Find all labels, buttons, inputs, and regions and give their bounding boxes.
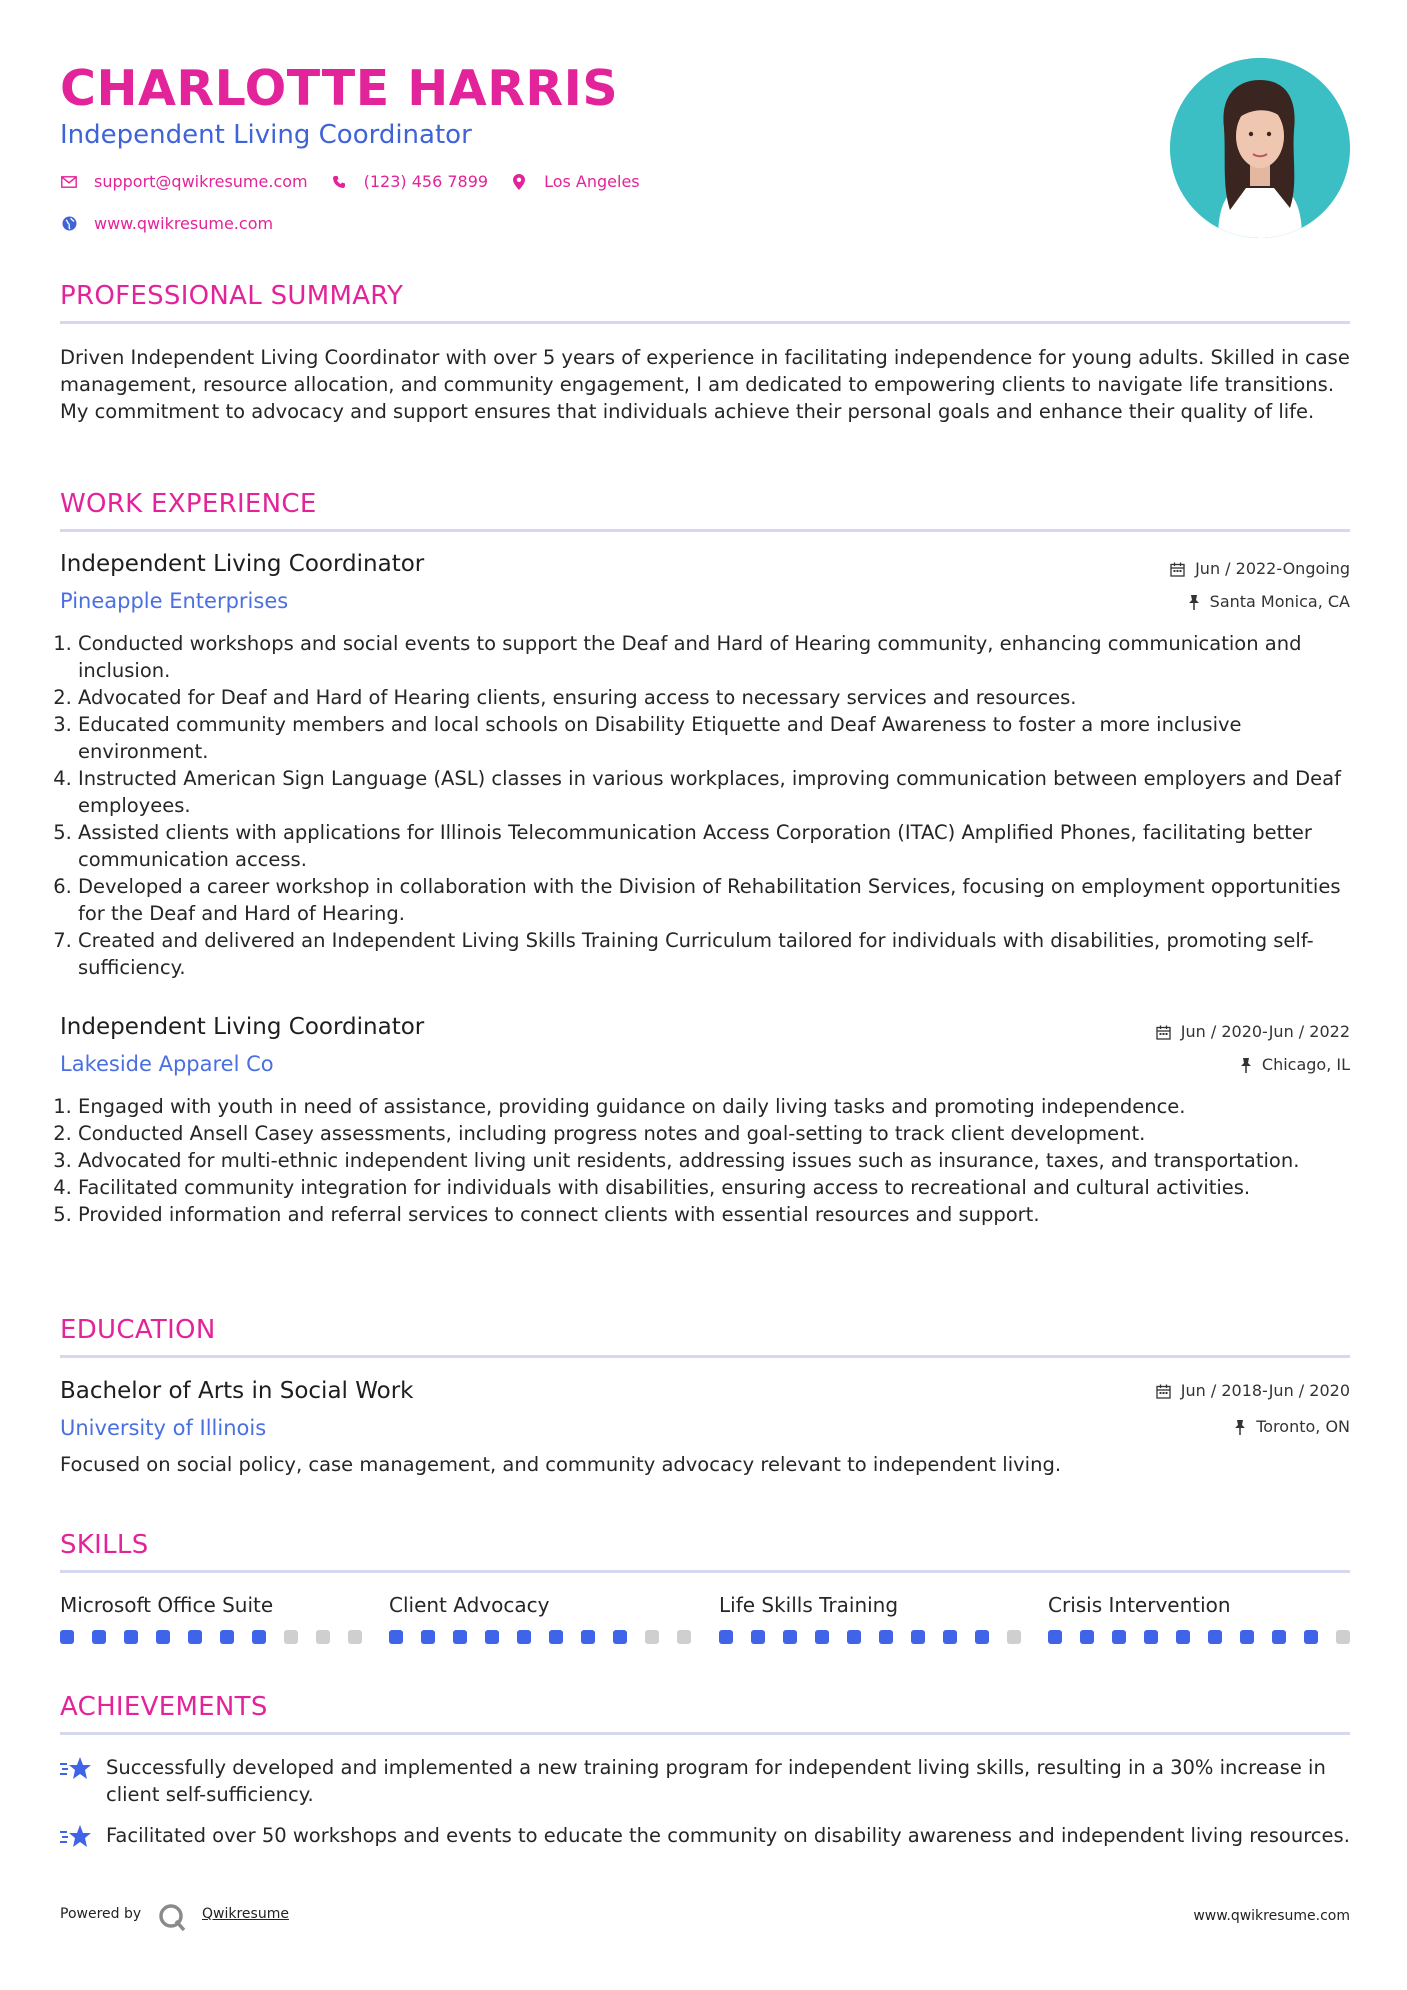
calendar-icon: [1170, 562, 1185, 577]
skill-name: Life Skills Training: [719, 1593, 899, 1617]
skill-dot-filled: [719, 1630, 733, 1644]
skill-dot-filled: [847, 1630, 861, 1644]
skill-dot-filled: [1208, 1630, 1222, 1644]
star-icon: [60, 1754, 106, 1808]
skill-dot-filled: [389, 1630, 403, 1644]
achievements-heading: ACHIEVEMENTS: [60, 1692, 268, 1722]
email-link[interactable]: support@qwikresume.com: [94, 172, 308, 191]
skill-dot-empty: [1007, 1630, 1021, 1644]
list-item: 4. Facilitated community integration for individuals with disabilities, ensuring access to recreational and cultural activities.: [78, 1174, 1368, 1201]
list-item: 3. Advocated for multi-ethnic independent living unit residents, addressing issues such as insurance, taxes, and transportation.: [78, 1147, 1368, 1174]
calendar-icon: [1156, 1025, 1171, 1040]
phone-icon: [330, 173, 348, 191]
skill-dot-empty: [677, 1630, 691, 1644]
skill-dot-filled: [453, 1630, 467, 1644]
star-icon: [60, 1822, 106, 1852]
list-item: 1. Engaged with youth in need of assistance, providing guidance on daily living tasks and promoting independence.: [78, 1093, 1368, 1120]
skill-dot-filled: [879, 1630, 893, 1644]
skill-dot-filled: [1240, 1630, 1254, 1644]
list-item: 1. Conducted workshops and social events to support the Deaf and Hard of Hearing community, enhancing communication and inclusion.: [78, 630, 1368, 684]
skill-dot-filled: [60, 1630, 74, 1644]
section-divider: [60, 1570, 1350, 1573]
envelope-icon: [60, 173, 78, 191]
skill-dot-filled: [613, 1630, 627, 1644]
job-dates: [1170, 558, 1350, 580]
summary-text: Driven Independent Living Coordinator with over 5 years of experience in facilitating independence for young adults. Skilled in case management, resource allocation, and community engagement, I am dedicated to empowering clients to navigate life transitions. My commitment to advocacy and support ensures that individuals achieve their personal goals and enhance their quality of life.: [60, 346, 1350, 423]
skills-grid: [60, 1592, 1350, 1652]
candidate-name: CHARLOTTE HARRIS: [60, 60, 619, 117]
skill-rating: [1048, 1630, 1368, 1644]
education-location: [1234, 1416, 1350, 1438]
skill-dot-filled: [911, 1630, 925, 1644]
achievement-item: [60, 1754, 1350, 1808]
pushpin-icon: [1234, 1420, 1246, 1435]
skill-dot-filled: [943, 1630, 957, 1644]
skill-dot-filled: [1304, 1630, 1318, 1644]
skill-name: Microsoft Office Suite: [60, 1593, 274, 1617]
skill-dot-filled: [220, 1630, 234, 1644]
skill-dot-filled: [815, 1630, 829, 1644]
list-item: 4. Instructed American Sign Language (ASL) classes in various workplaces, improving communication between employers and Deaf employees.: [78, 765, 1368, 819]
map-pin-icon: [510, 173, 528, 191]
skill-dot-filled: [975, 1630, 989, 1644]
skill-name: Client Advocacy: [389, 1593, 550, 1617]
pushpin-icon: [1240, 1058, 1252, 1073]
skill-rating: [719, 1630, 1039, 1644]
brand-link[interactable]: Qwikresume: [202, 1906, 289, 1922]
company-name: Lakeside Apparel Co: [60, 1052, 274, 1076]
location: Los Angeles: [544, 172, 640, 191]
skill-dot-filled: [581, 1630, 595, 1644]
skill-dot-empty: [284, 1630, 298, 1644]
section-divider: [60, 1355, 1350, 1358]
skill-dot-filled: [252, 1630, 266, 1644]
skill-dot-filled: [517, 1630, 531, 1644]
section-divider: [60, 321, 1350, 324]
achievement-item: [60, 1822, 1350, 1852]
footer: [60, 1902, 1350, 1932]
qwikresume-logo-icon: [157, 1902, 187, 1936]
skill-dot-filled: [156, 1630, 170, 1644]
skill-item: [719, 1592, 1019, 1618]
skill-item: [389, 1592, 689, 1618]
job-location: [1188, 591, 1350, 613]
skill-dot-filled: [188, 1630, 202, 1644]
education-location-text: Toronto, ON: [1256, 1417, 1350, 1436]
education-dates-text: Jun / 2018-Jun / 2020: [1180, 1381, 1350, 1400]
job-location-text: Chicago, IL: [1261, 1055, 1350, 1074]
skills-heading: SKILLS: [60, 1530, 149, 1560]
job-location-text: Santa Monica, CA: [1209, 592, 1350, 611]
phone-number: (123) 456 7899: [363, 172, 489, 191]
achievement-text: Successfully developed and implemented a new training program for independent living skills, resulting in a 30% increase in client self-sufficiency.: [106, 1756, 1326, 1806]
skill-dot-filled: [1272, 1630, 1286, 1644]
skill-name: Crisis Intervention: [1048, 1593, 1231, 1617]
skill-dot-empty: [348, 1630, 362, 1644]
pushpin-icon: [1188, 595, 1200, 610]
skill-dot-filled: [1144, 1630, 1158, 1644]
education-heading: EDUCATION: [60, 1315, 216, 1345]
school-name: University of Illinois: [60, 1416, 267, 1440]
job-title: Independent Living Coordinator: [60, 551, 425, 577]
achievement-text: Facilitated over 50 workshops and events to educate the community on disability awareness and independent living resources.: [106, 1824, 1350, 1847]
powered-by-label: Powered by: [60, 1906, 142, 1922]
skill-dot-filled: [783, 1630, 797, 1644]
education-dates: [1156, 1380, 1350, 1402]
website-link[interactable]: www.qwikresume.com: [94, 214, 274, 233]
experience-heading: WORK EXPERIENCE: [60, 489, 317, 519]
calendar-icon: [1156, 1384, 1171, 1399]
summary-heading: PROFESSIONAL SUMMARY: [60, 281, 404, 311]
skill-dot-empty: [316, 1630, 330, 1644]
job-dates-text: Jun / 2020-Jun / 2022: [1180, 1022, 1350, 1041]
candidate-title: Independent Living Coordinator: [60, 120, 472, 150]
contact-row: [60, 172, 662, 191]
skill-rating: [389, 1630, 709, 1644]
list-item: 7. Created and delivered an Independent Living Skills Training Curriculum tailored for individuals with disabilities, promoting self-sufficiency.: [78, 927, 1368, 981]
footer-website-link[interactable]: www.qwikresume.com: [1193, 1908, 1350, 1924]
education-description: Focused on social policy, case management, and community advocacy relevant to independent living.: [60, 1453, 1062, 1476]
section-divider: [60, 1732, 1350, 1735]
list-item: 6. Developed a career workshop in collaboration with the Division of Rehabilitation Services, focusing on employment opportunities for the Deaf and Hard of Hearing.: [78, 873, 1368, 927]
skill-dot-filled: [1048, 1630, 1062, 1644]
skill-dot-filled: [485, 1630, 499, 1644]
section-divider: [60, 529, 1350, 532]
skill-item: [1048, 1592, 1348, 1618]
skill-dot-filled: [124, 1630, 138, 1644]
skill-dot-filled: [751, 1630, 765, 1644]
list-item: 3. Educated community members and local schools on Disability Etiquette and Deaf Awareness to foster a more inclusive environment.: [78, 711, 1368, 765]
skill-dot-filled: [1176, 1630, 1190, 1644]
skill-dot-filled: [1112, 1630, 1126, 1644]
skill-dot-filled: [92, 1630, 106, 1644]
website-row: [60, 214, 295, 233]
skill-item: [60, 1592, 360, 1618]
job-dates: [1156, 1021, 1350, 1043]
job-title: Independent Living Coordinator: [60, 1014, 425, 1040]
avatar: [1170, 58, 1350, 238]
company-name: Pineapple Enterprises: [60, 589, 289, 613]
globe-icon: [60, 215, 78, 233]
degree-title: Bachelor of Arts in Social Work: [60, 1378, 414, 1404]
skill-dot-filled: [1080, 1630, 1094, 1644]
skill-dot-empty: [1336, 1630, 1350, 1644]
list-item: 2. Conducted Ansell Casey assessments, including progress notes and goal-setting to track client development.: [78, 1120, 1368, 1147]
skill-dot-empty: [645, 1630, 659, 1644]
job-location: [1240, 1054, 1350, 1076]
list-item: 5. Provided information and referral services to connect clients with essential resources and support.: [78, 1201, 1368, 1228]
job-responsibilities: [60, 1093, 1368, 1228]
job-dates-text: Jun / 2022-Ongoing: [1195, 559, 1350, 578]
job-responsibilities: [60, 630, 1368, 981]
skill-dot-filled: [549, 1630, 563, 1644]
list-item: 5. Assisted clients with applications for Illinois Telecommunication Access Corporation (ITAC) Amplified Phones, facilitating better communication access.: [78, 819, 1368, 873]
skill-rating: [60, 1630, 380, 1644]
list-item: 2. Advocated for Deaf and Hard of Hearing clients, ensuring access to necessary services and resources.: [78, 684, 1368, 711]
skill-dot-filled: [421, 1630, 435, 1644]
